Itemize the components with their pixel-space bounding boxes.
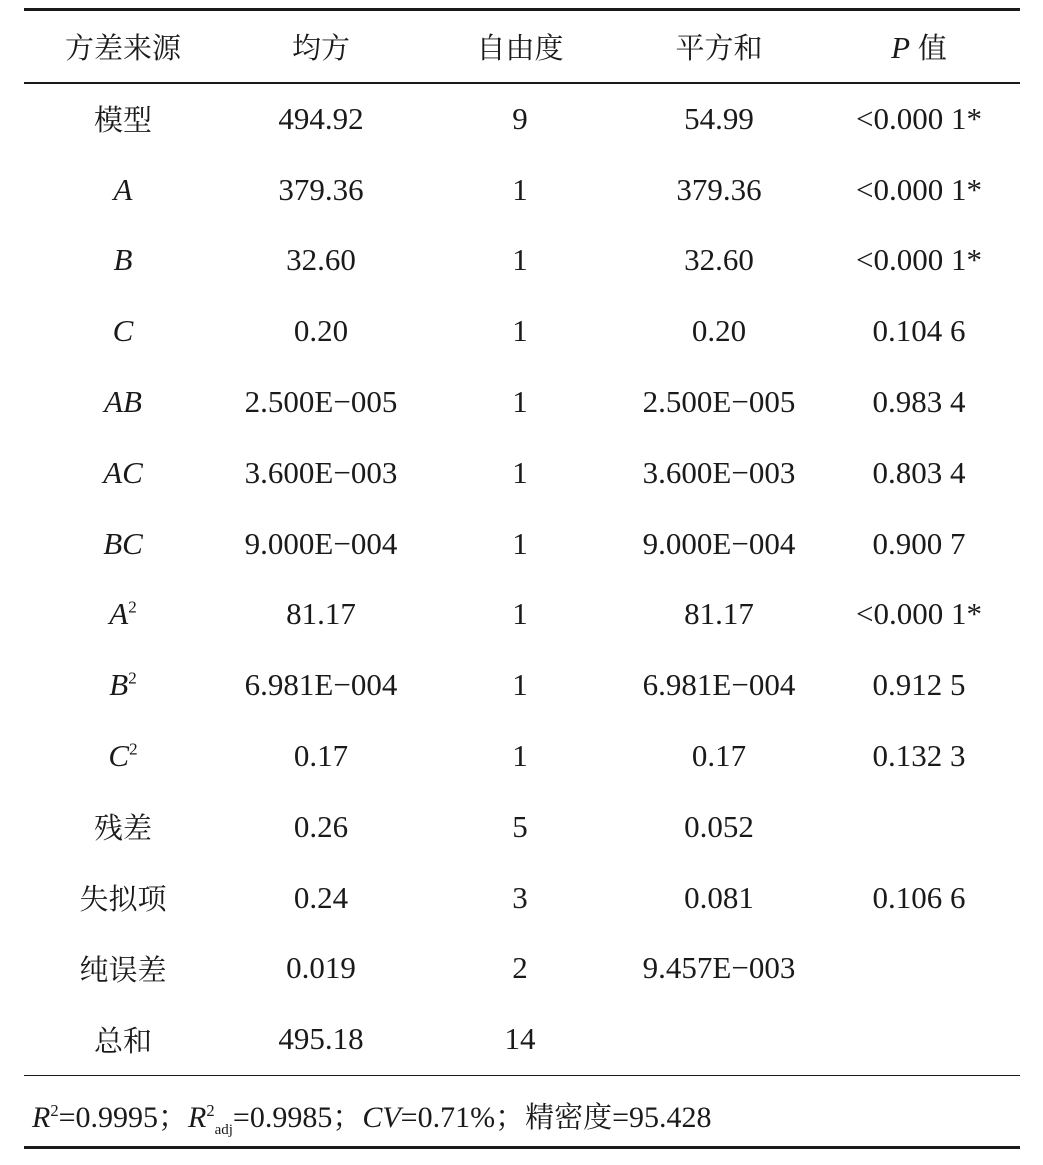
- cell-p-value: <0.000 1*: [856, 100, 982, 136]
- table-row: [24, 84, 1020, 155]
- table-row: [24, 791, 1020, 862]
- cell-source: [24, 721, 222, 792]
- cell-p-value: <0.000 1*: [856, 596, 982, 632]
- cell-mean-square: 0.019: [286, 950, 356, 986]
- header-mean-square: 均方: [291, 31, 350, 65]
- cell-p-value: 0.106 6: [872, 879, 966, 915]
- table-row: [24, 367, 1020, 438]
- cell-mean-square: 9.000E−004: [244, 525, 398, 561]
- cell-p-value: 0.104 6: [872, 313, 966, 349]
- cell-p-value: <0.000 1*: [856, 242, 982, 278]
- cell-p-value: 0.803 4: [872, 454, 966, 490]
- r2adj-symbol: R: [188, 1101, 207, 1135]
- cell-sum-of-squares: 9.457E−003: [642, 950, 796, 986]
- cell-mean-square: 0.24: [293, 879, 349, 915]
- cell-p-value: [818, 933, 1020, 1004]
- cell-df: 1: [512, 667, 528, 703]
- factor-exponent: 2: [128, 598, 137, 618]
- factor-symbol: B: [113, 242, 133, 278]
- source-label: 纯误差: [79, 952, 167, 987]
- cell-df: 3: [512, 879, 528, 915]
- cell-sum-of-squares: 379.36: [676, 171, 762, 207]
- r2adj-value: =0.9985；: [232, 1101, 363, 1135]
- factor-symbol: C: [112, 313, 134, 349]
- cell-source: [24, 154, 222, 225]
- factor-exponent: 2: [128, 668, 137, 688]
- cell-mean-square: 32.60: [286, 242, 356, 278]
- cell-sum-of-squares: 0.052: [684, 808, 754, 844]
- cell-sum-of-squares: 32.60: [684, 242, 754, 278]
- r2adj-sup: 2: [206, 1101, 215, 1121]
- cell-source: [24, 367, 222, 438]
- cell-df: 1: [512, 525, 528, 561]
- r2-value: =0.9995；: [58, 1101, 188, 1135]
- cell-mean-square: 0.17: [293, 738, 349, 774]
- table-row: [24, 508, 1020, 579]
- cell-source: [24, 508, 222, 579]
- table-row: [24, 225, 1020, 296]
- cell-sum-of-squares: 3.600E−003: [642, 454, 796, 490]
- cell-mean-square: 494.92: [278, 100, 364, 136]
- anova-table-body: [24, 84, 1020, 1075]
- cell-source: [24, 862, 222, 933]
- cell-sum-of-squares: 81.17: [684, 596, 754, 632]
- anova-table-container: [24, 8, 1020, 1149]
- factor-symbol: A: [109, 596, 129, 632]
- table-row: [24, 721, 1020, 792]
- cell-sum-of-squares: 54.99: [684, 100, 754, 136]
- source-label: 模型: [93, 103, 152, 138]
- p-symbol: P: [891, 30, 911, 65]
- cell-sum-of-squares: 6.981E−004: [642, 667, 796, 703]
- cell-source: [24, 791, 222, 862]
- cell-df: 1: [512, 171, 528, 207]
- header-p-value: [818, 11, 1020, 82]
- cell-source: [24, 84, 222, 155]
- cell-sum-of-squares: [620, 1004, 818, 1075]
- table-row: [24, 154, 1020, 225]
- factor-symbol: B: [109, 667, 129, 703]
- r2-symbol: R: [32, 1101, 51, 1135]
- cell-df: 1: [512, 384, 528, 420]
- cell-source: [24, 1004, 222, 1075]
- cell-sum-of-squares: 0.17: [691, 738, 747, 774]
- precision-value: =95.428: [612, 1101, 712, 1135]
- cell-sum-of-squares: 9.000E−004: [642, 525, 796, 561]
- table-row: [24, 933, 1020, 1004]
- factor-exponent: 2: [129, 739, 138, 759]
- cell-df: 1: [512, 454, 528, 490]
- source-label: 失拟项: [79, 882, 167, 917]
- cell-mean-square: 2.500E−005: [244, 384, 398, 420]
- cell-source: [24, 579, 222, 650]
- cell-df: 5: [512, 808, 528, 844]
- cell-source: [24, 933, 222, 1004]
- cell-p-value: <0.000 1*: [856, 171, 982, 207]
- cell-source: [24, 437, 222, 508]
- cell-df: 1: [512, 596, 528, 632]
- cell-sum-of-squares: 0.20: [691, 313, 747, 349]
- table-row: [24, 650, 1020, 721]
- model-fit-statistics: [24, 1076, 1020, 1146]
- cell-df: 9: [512, 100, 528, 136]
- r2adj-sub: adj: [214, 1122, 233, 1139]
- source-label: 残差: [93, 811, 152, 846]
- cell-source: [24, 296, 222, 367]
- table-row: [24, 437, 1020, 508]
- cell-df: 2: [512, 950, 528, 986]
- header-source: 方差来源: [64, 31, 181, 65]
- header-sum-of-squares: 平方和: [675, 31, 763, 65]
- anova-table: [24, 11, 1020, 82]
- cell-mean-square: 3.600E−003: [244, 454, 398, 490]
- cell-df: 14: [504, 1021, 536, 1057]
- precision-label: 精密度: [525, 1100, 613, 1135]
- cell-mean-square: 0.26: [293, 808, 349, 844]
- factor-symbol: AB: [104, 384, 142, 420]
- factor-symbol: AC: [103, 454, 143, 490]
- cell-p-value: [818, 791, 1020, 862]
- cell-mean-square: 6.981E−004: [244, 667, 398, 703]
- cv-value: =0.71%；: [400, 1101, 526, 1135]
- table-row: [24, 1004, 1020, 1075]
- cell-p-value: 0.912 5: [872, 667, 966, 703]
- cell-sum-of-squares: 2.500E−005: [642, 384, 796, 420]
- cell-df: 1: [512, 242, 528, 278]
- cell-source: [24, 225, 222, 296]
- cell-p-value: 0.900 7: [872, 525, 966, 561]
- factor-symbol: A: [113, 171, 133, 207]
- cell-mean-square: 379.36: [278, 171, 364, 207]
- table-row: [24, 579, 1020, 650]
- bottom-rule: [24, 1146, 1020, 1149]
- source-label: 总和: [93, 1023, 152, 1058]
- cell-df: 1: [512, 313, 528, 349]
- table-row: [24, 862, 1020, 933]
- r2-sup: 2: [50, 1101, 59, 1121]
- cell-df: 1: [512, 738, 528, 774]
- header-df: 自由度: [476, 31, 564, 65]
- table-row: [24, 296, 1020, 367]
- factor-symbol: BC: [103, 525, 143, 561]
- cell-p-value: [818, 1004, 1020, 1075]
- p-value-label: 值: [917, 31, 947, 65]
- cell-p-value: 0.132 3: [872, 738, 966, 774]
- cell-mean-square: 0.20: [293, 313, 349, 349]
- cell-source: [24, 650, 222, 721]
- cv-symbol: CV: [362, 1101, 401, 1135]
- cell-mean-square: 81.17: [286, 596, 356, 632]
- factor-symbol: C: [108, 738, 130, 774]
- cell-sum-of-squares: 0.081: [684, 879, 754, 915]
- header-row: [24, 11, 1020, 82]
- cell-p-value: 0.983 4: [872, 384, 966, 420]
- cell-mean-square: 495.18: [278, 1021, 364, 1057]
